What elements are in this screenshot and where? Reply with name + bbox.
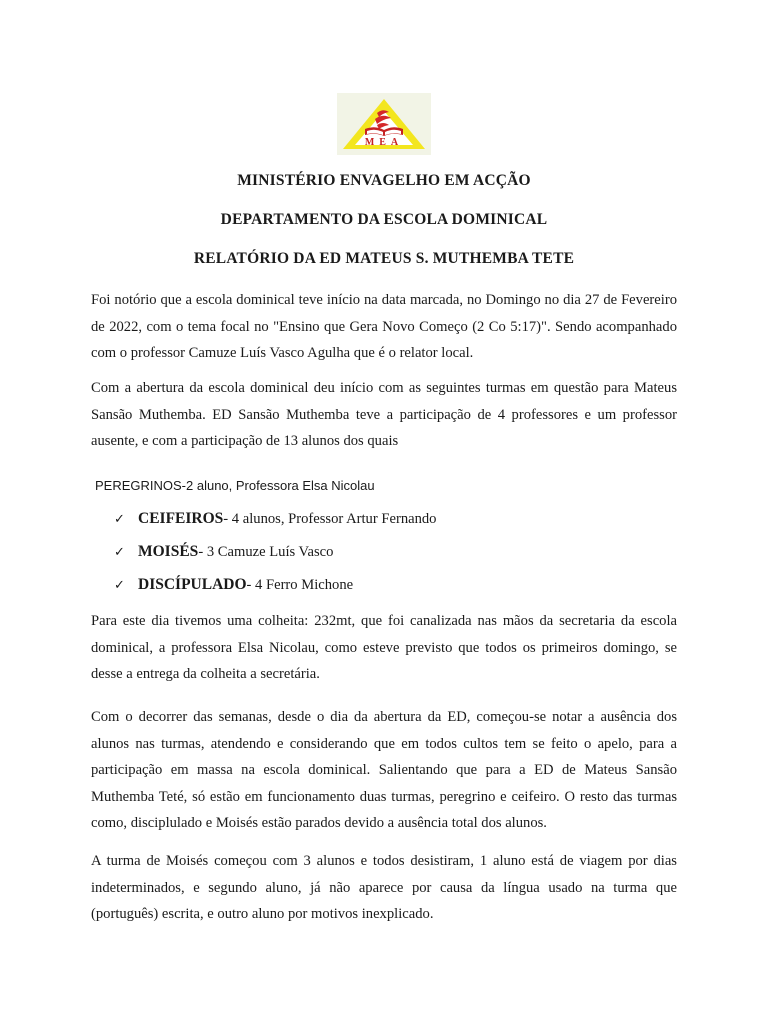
class-name: MOISÉS xyxy=(138,543,199,560)
paragraph-moises-class: A turma de Moisés começou com 3 alunos e todos desistiram, 1 aluno está de viagem por dias indeterminados, e segundo aluno, já não aparece por causa da língua usado na turma que (português) escrita, e outro aluno por motivos inexplicado. xyxy=(91,853,677,922)
paragraph-opening: Foi notório que a escola dominical teve início na data marcada, no Domingo no dia 27 de Fevereiro de 2022, com o tema focal no "Ensino que Gera Novo Começo (2 Co 5:17)". Sendo acompanhado com o professor Camuze Luís Vasco Agulha que é o relator local. xyxy=(91,292,677,361)
ministry-heading: MINISTÉRIO ENVAGELHO EM ACÇÃO xyxy=(237,172,531,189)
class-detail: - 4 Ferro Michone xyxy=(246,577,354,593)
checkmark-icon: ✓ xyxy=(114,545,125,560)
report-title: RELATÓRIO DA ED MATEUS S. MUTHEMBA TETE xyxy=(193,250,575,267)
list-item xyxy=(114,510,436,528)
list-item xyxy=(114,576,353,594)
class-name: DISCÍPULADO xyxy=(138,576,247,593)
department-heading: DEPARTAMENTO DA ESCOLA DOMINICAL xyxy=(220,211,548,228)
paragraph-offering: Para este dia tivemos uma colheita: 232mt, que foi canalizada nas mãos da secretaria da escola dominical, a professora Elsa Nicolau, como esteve previsto que todos os primeiros domingo, se desse a entrega da colheita a secretária. xyxy=(91,613,677,682)
class-detail: - 4 alunos, Professor Artur Fernando xyxy=(223,511,437,527)
checkmark-icon: ✓ xyxy=(114,578,125,593)
logo-text: MEA xyxy=(364,137,404,148)
peregrinos-line: PEREGRINOS-2 aluno, Professora Elsa Nicolau xyxy=(95,478,375,493)
ministry-logo xyxy=(337,93,431,155)
paragraph-classes-intro: Com a abertura da escola dominical deu início com as seguintes turmas em questão para Mateus Sansão Muthemba. ED Sansão Muthemba teve a participação de 4 professores e um professor ausente, e com a participação de 13 alunos dos quais xyxy=(91,380,677,449)
checkmark-icon: ✓ xyxy=(114,512,125,527)
paragraph-attendance: Com o decorrer das semanas, desde o dia da abertura da ED, começou-se notar a ausência dos alunos nas turmas, atendendo e considerando que em todos cultos tem se feito o apelo, para a participação em massa na escola dominical. Salientando que para a ED de Mateus Sansão Muthemba Teté, só estão em funcionamento duas turmas, peregrino e ceifeiro. O resto das turmas como, disciplulado e Moisés estão parados devido a ausência total dos alunos. xyxy=(91,709,677,831)
class-detail: - 3 Camuze Luís Vasco xyxy=(198,544,334,560)
class-name: CEIFEIROS xyxy=(138,510,224,527)
list-item xyxy=(114,543,333,561)
